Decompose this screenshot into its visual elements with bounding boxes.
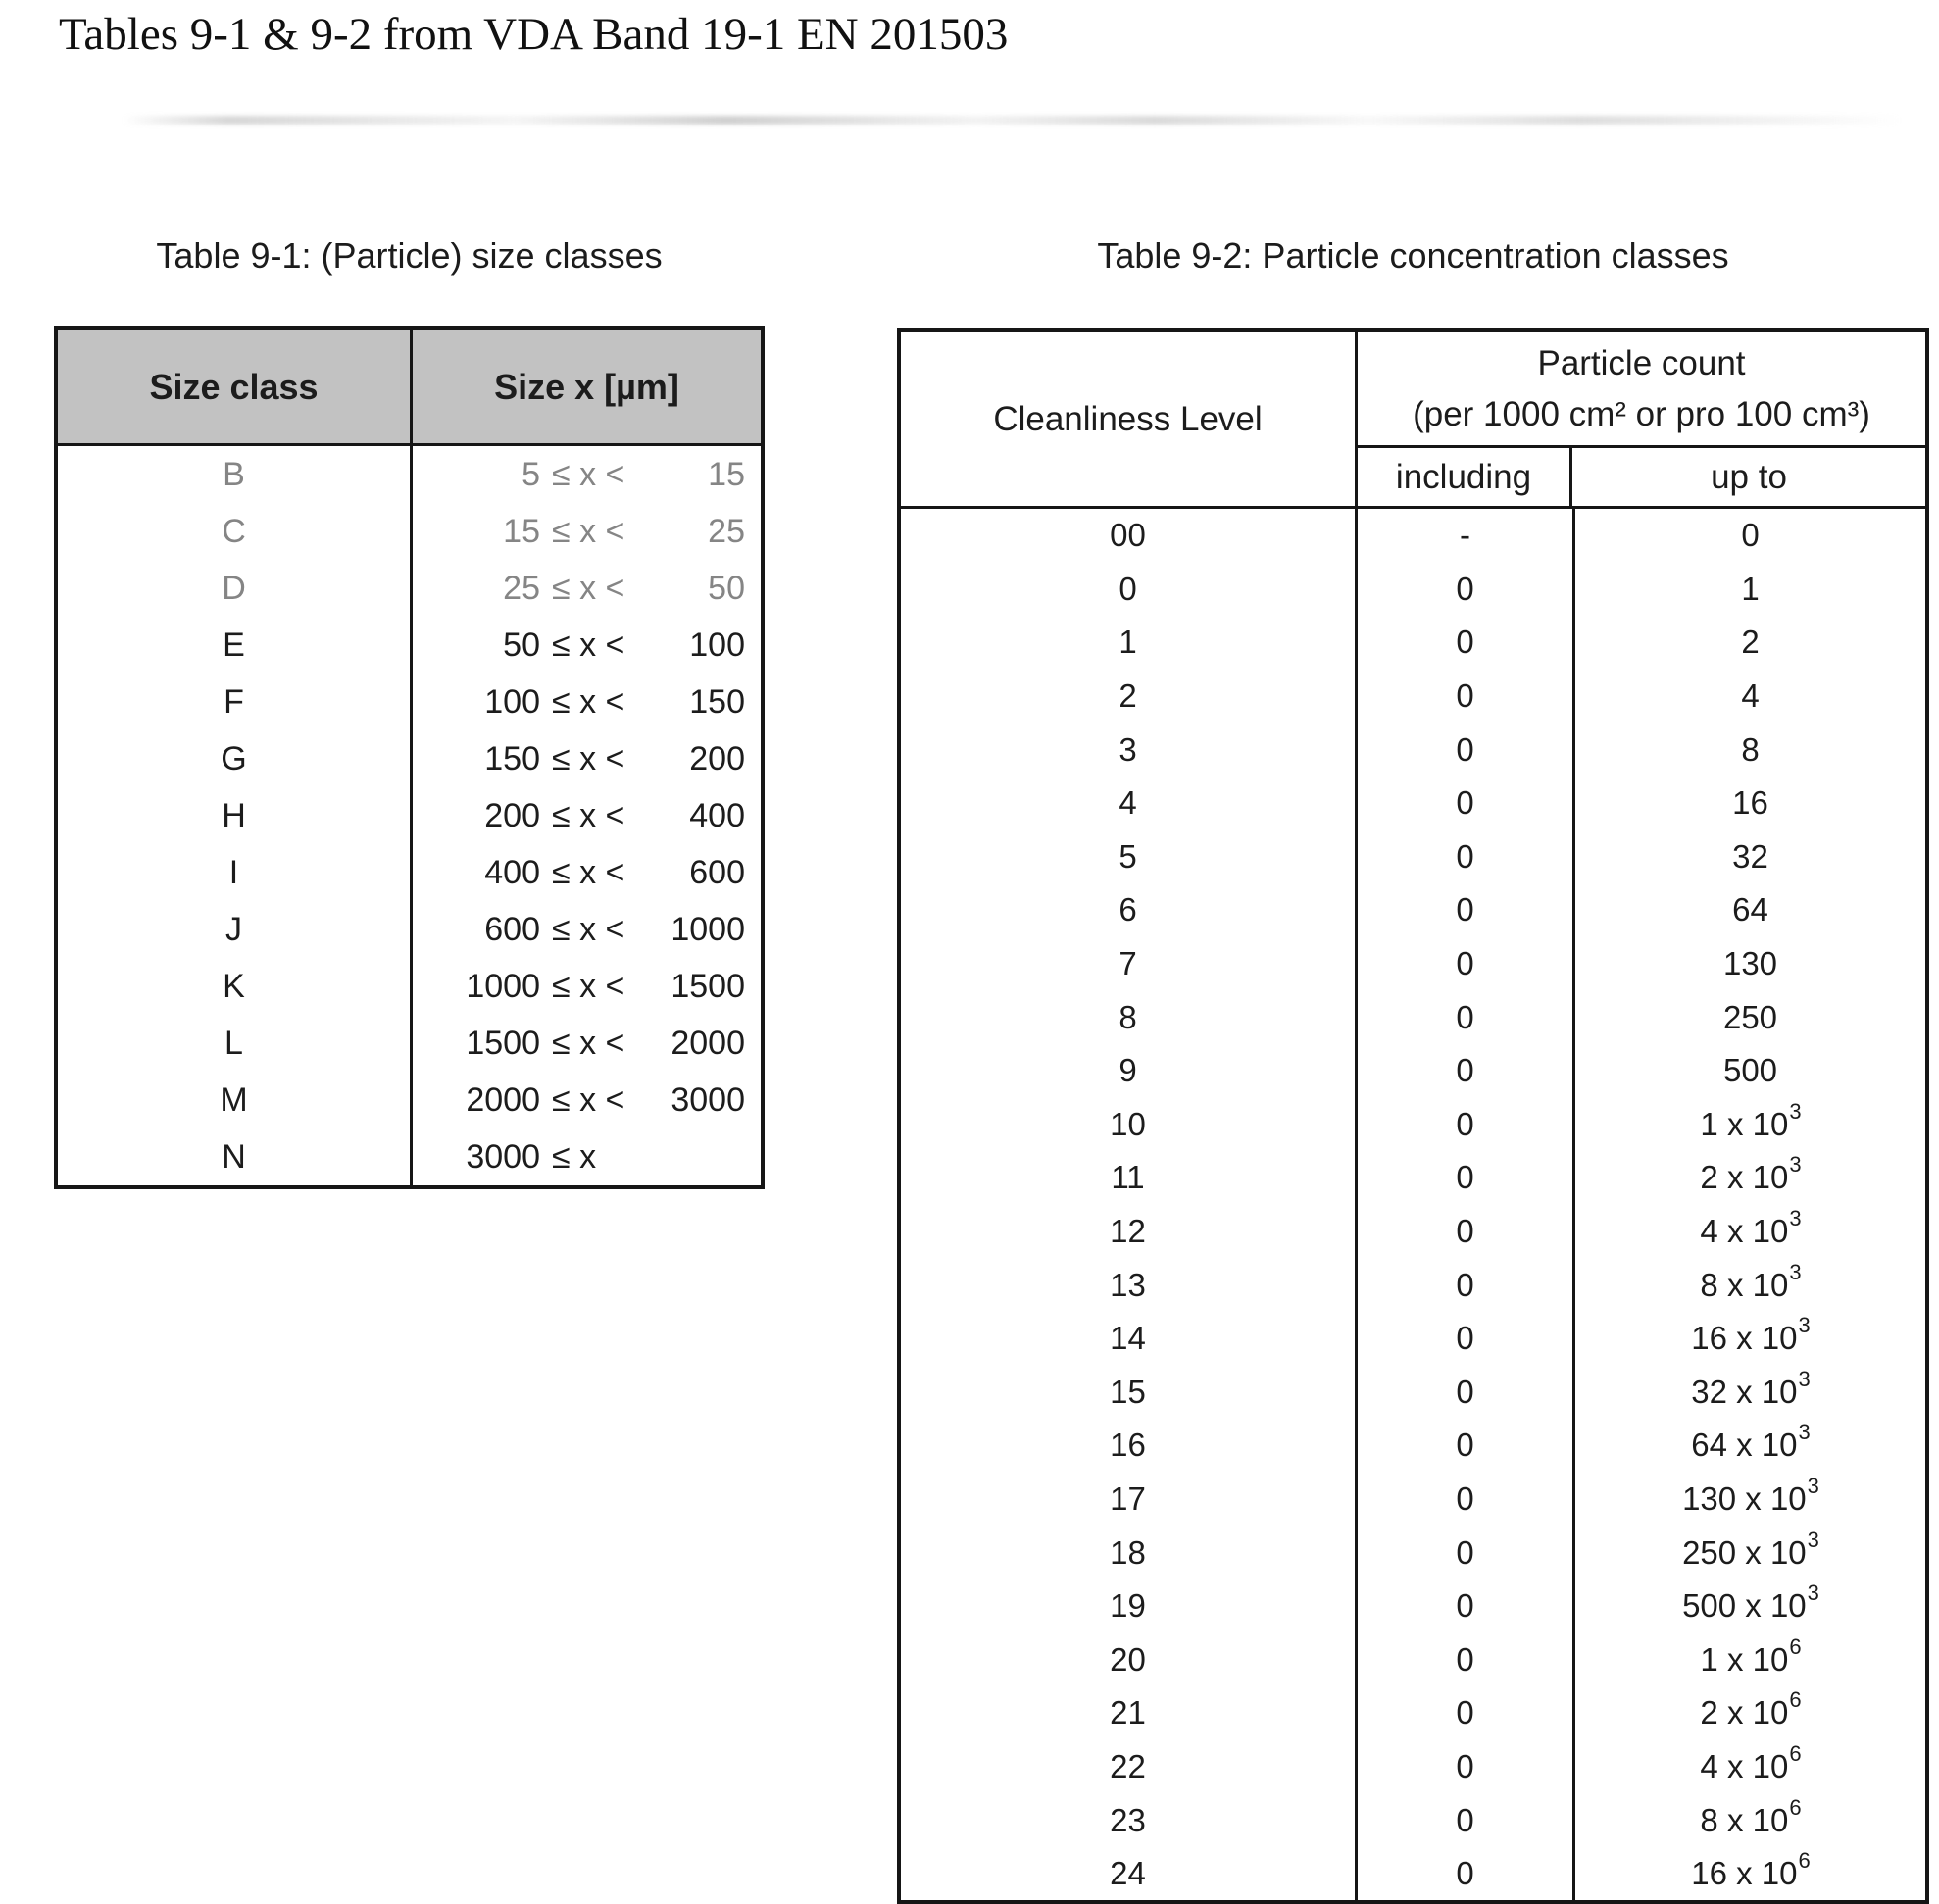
range-operator: ≤ x < xyxy=(552,853,625,891)
table-row xyxy=(901,1205,1925,1259)
cleanliness-level-cell: 17 xyxy=(901,1473,1358,1527)
size-range-cell xyxy=(413,617,761,674)
including-cell: 0 xyxy=(1358,1098,1575,1152)
including-cell: 0 xyxy=(1358,1419,1575,1473)
table-row xyxy=(901,1151,1925,1205)
including-cell: 0 xyxy=(1358,1686,1575,1740)
range-upper-bound: 150 xyxy=(689,682,745,721)
range-operator: ≤ x < xyxy=(552,455,625,493)
size-range-cell xyxy=(413,730,761,787)
table2-body xyxy=(901,509,1925,1900)
table-row xyxy=(58,503,761,560)
range-upper-bound: 1000 xyxy=(671,910,745,948)
up-to-cell: 500 xyxy=(1722,1052,1778,1089)
table-row xyxy=(901,1793,1925,1847)
range-lower-bound: 25 xyxy=(503,569,540,607)
table-row xyxy=(58,844,761,901)
table-row xyxy=(901,1526,1925,1579)
size-class-cell: E xyxy=(58,617,413,674)
table2-header xyxy=(901,332,1925,509)
including-cell: 0 xyxy=(1358,616,1575,670)
scan-artifact-line xyxy=(123,116,1902,125)
table-row xyxy=(58,674,761,730)
table-row xyxy=(901,1632,1925,1686)
cleanliness-level-cell: 3 xyxy=(901,723,1358,777)
cleanliness-level-cell: 19 xyxy=(901,1579,1358,1633)
cleanliness-level-cell: 11 xyxy=(901,1151,1358,1205)
table-row xyxy=(901,509,1925,563)
table-row xyxy=(901,777,1925,830)
cleanliness-level-header: Cleanliness Level xyxy=(901,332,1358,506)
range-operator: ≤ x < xyxy=(552,1024,625,1062)
size-range-cell xyxy=(413,503,761,560)
up-to-cell: 4 x 10 $^6$ xyxy=(1700,1740,1802,1784)
cleanliness-level-cell: 16 xyxy=(901,1419,1358,1473)
size-class-cell: G xyxy=(58,730,413,787)
size-range-cell xyxy=(413,446,761,503)
table1-header-row xyxy=(58,330,761,446)
table-row xyxy=(58,446,761,503)
range-lower-bound: 600 xyxy=(484,910,540,948)
size-range-cell xyxy=(413,560,761,617)
range-lower-bound: 1500 xyxy=(466,1024,540,1062)
including-cell: 0 xyxy=(1358,1632,1575,1686)
range-operator: ≤ x < xyxy=(552,910,625,948)
size-range-cell xyxy=(413,787,761,844)
size-class-cell: H xyxy=(58,787,413,844)
range-operator: ≤ x < xyxy=(552,796,625,834)
up-to-cell: 4 xyxy=(1741,677,1760,715)
cleanliness-level-cell: 2 xyxy=(901,670,1358,724)
cleanliness-level-cell: 1 xyxy=(901,616,1358,670)
size-class-cell: L xyxy=(58,1015,413,1072)
table2-title: Table 9-2: Particle concentration classes xyxy=(1097,235,1729,276)
table-row xyxy=(901,1258,1925,1312)
including-cell: 0 xyxy=(1358,937,1575,991)
table1-body xyxy=(58,446,761,1185)
cleanliness-level-cell: 12 xyxy=(901,1205,1358,1259)
cleanliness-level-cell: 5 xyxy=(901,830,1358,884)
including-cell: - xyxy=(1358,509,1575,563)
range-lower-bound: 400 xyxy=(484,853,540,891)
range-operator: ≤ x xyxy=(552,1137,597,1176)
range-upper-bound: 3000 xyxy=(671,1080,745,1119)
up-to-cell: 130 xyxy=(1722,945,1778,982)
table-row xyxy=(901,1098,1925,1152)
size-range-cell xyxy=(413,674,761,730)
table1-title: Table 9-1: (Particle) size classes xyxy=(156,235,663,276)
up-to-cell: 250 x 10 $^3$ xyxy=(1682,1527,1819,1571)
document-title: Tables 9-1 & 9-2 from VDA Band 19-1 EN 201503 xyxy=(59,9,1009,60)
including-cell: 0 xyxy=(1358,1366,1575,1420)
table-row xyxy=(901,1312,1925,1366)
table-row xyxy=(58,617,761,674)
table-row xyxy=(901,830,1925,884)
table-row xyxy=(901,937,1925,991)
up-to-cell: 2 xyxy=(1741,624,1760,661)
particle-count-header-group xyxy=(1358,332,1925,506)
range-upper-bound: 1500 xyxy=(671,967,745,1005)
table-row xyxy=(901,1740,1925,1794)
including-cell: 0 xyxy=(1358,1579,1575,1633)
including-cell: 0 xyxy=(1358,777,1575,830)
range-operator: ≤ x < xyxy=(552,967,625,1005)
range-upper-bound: 2000 xyxy=(671,1024,745,1062)
cleanliness-level-cell: 24 xyxy=(901,1847,1358,1901)
cleanliness-level-cell: 13 xyxy=(901,1258,1358,1312)
up-to-cell: 64 x 10 $^3$ xyxy=(1691,1420,1811,1464)
table-row xyxy=(901,883,1925,937)
including-cell: 0 xyxy=(1358,1258,1575,1312)
table-row xyxy=(58,1015,761,1072)
up-to-cell: 4 x 10 $^3$ xyxy=(1700,1206,1802,1250)
range-operator: ≤ x < xyxy=(552,512,625,550)
up-to-cell: 500 x 10 $^3$ xyxy=(1682,1580,1819,1625)
particle-count-subtitle: (per 1000 cm² or pro 100 cm³) xyxy=(1413,394,1870,433)
table-row xyxy=(58,958,761,1015)
range-upper-bound: 15 xyxy=(708,455,745,493)
up-to-cell: 64 xyxy=(1732,891,1768,928)
particle-count-header xyxy=(1358,332,1925,448)
concentration-classes-table xyxy=(897,328,1929,1904)
up-to-cell: 16 x 10 $^3$ xyxy=(1691,1313,1811,1357)
cleanliness-level-cell: 14 xyxy=(901,1312,1358,1366)
up-to-cell: 1 x 10 $^6$ xyxy=(1700,1633,1802,1678)
including-cell: 0 xyxy=(1358,883,1575,937)
table-row xyxy=(901,723,1925,777)
cleanliness-level-cell: 15 xyxy=(901,1366,1358,1420)
size-class-cell: K xyxy=(58,958,413,1015)
particle-count-title: Particle count xyxy=(1537,343,1746,382)
including-cell: 0 xyxy=(1358,1847,1575,1901)
cleanliness-level-cell: 8 xyxy=(901,990,1358,1044)
including-cell: 0 xyxy=(1358,1473,1575,1527)
range-lower-bound: 100 xyxy=(484,682,540,721)
up-to-cell: 32 xyxy=(1732,837,1768,875)
up-to-cell: 8 x 10 $^6$ xyxy=(1700,1794,1802,1838)
size-class-cell: J xyxy=(58,901,413,958)
table-row xyxy=(901,1419,1925,1473)
table-row xyxy=(901,670,1925,724)
cleanliness-level-cell: 10 xyxy=(901,1098,1358,1152)
range-upper-bound: 400 xyxy=(689,796,745,834)
range-lower-bound: 5 xyxy=(522,455,540,493)
size-range-cell xyxy=(413,1015,761,1072)
size-class-header: Size class xyxy=(58,330,413,443)
table-row xyxy=(901,563,1925,617)
including-cell: 0 xyxy=(1358,1312,1575,1366)
table-row xyxy=(901,1473,1925,1527)
range-lower-bound: 3000 xyxy=(466,1137,540,1176)
range-lower-bound: 150 xyxy=(484,739,540,777)
size-class-cell: B xyxy=(58,446,413,503)
size-class-cell: M xyxy=(58,1072,413,1128)
up-to-cell: 16 xyxy=(1732,784,1768,822)
including-cell: 0 xyxy=(1358,1205,1575,1259)
up-to-cell: 2 x 10 $^3$ xyxy=(1700,1152,1802,1196)
cleanliness-level-cell: 21 xyxy=(901,1686,1358,1740)
range-operator: ≤ x < xyxy=(552,682,625,721)
size-class-cell: C xyxy=(58,503,413,560)
up-to-cell: 8 x 10 $^3$ xyxy=(1700,1259,1802,1303)
cleanliness-level-cell: 0 xyxy=(901,563,1358,617)
including-cell: 0 xyxy=(1358,1151,1575,1205)
including-cell: 0 xyxy=(1358,1740,1575,1794)
including-cell: 0 xyxy=(1358,563,1575,617)
up-to-cell: 8 xyxy=(1741,730,1760,768)
table-row xyxy=(901,1686,1925,1740)
up-to-cell: 250 xyxy=(1722,998,1778,1035)
range-upper-bound: 100 xyxy=(689,626,745,664)
range-lower-bound: 2000 xyxy=(466,1080,540,1119)
table-row xyxy=(58,1128,761,1185)
including-cell: 0 xyxy=(1358,670,1575,724)
range-operator: ≤ x < xyxy=(552,739,625,777)
table-row xyxy=(901,1847,1925,1901)
including-cell: 0 xyxy=(1358,990,1575,1044)
cleanliness-level-cell: 18 xyxy=(901,1526,1358,1579)
table-row xyxy=(58,1072,761,1128)
including-cell: 0 xyxy=(1358,1793,1575,1847)
table-row xyxy=(901,1579,1925,1633)
range-lower-bound: 15 xyxy=(503,512,540,550)
table-row xyxy=(58,560,761,617)
range-upper-bound: 50 xyxy=(708,569,745,607)
up-to-cell: 1 x 10 $^3$ xyxy=(1700,1098,1802,1142)
size-class-cell: I xyxy=(58,844,413,901)
including-cell: 0 xyxy=(1358,1044,1575,1098)
size-classes-table xyxy=(54,326,765,1189)
size-class-cell: F xyxy=(58,674,413,730)
range-lower-bound: 200 xyxy=(484,796,540,834)
range-operator: ≤ x < xyxy=(552,569,625,607)
size-range-cell xyxy=(413,958,761,1015)
size-class-cell: N xyxy=(58,1128,413,1185)
range-operator: ≤ x < xyxy=(552,626,625,664)
range-lower-bound: 1000 xyxy=(466,967,540,1005)
table-row xyxy=(901,990,1925,1044)
including-cell: 0 xyxy=(1358,723,1575,777)
including-header: including xyxy=(1358,448,1572,506)
up-to-cell: 0 xyxy=(1741,517,1760,554)
cleanliness-level-cell: 6 xyxy=(901,883,1358,937)
table2-subheader-row xyxy=(1358,448,1925,506)
cleanliness-level-cell: 20 xyxy=(901,1632,1358,1686)
range-upper-bound: 25 xyxy=(708,512,745,550)
range-operator: ≤ x < xyxy=(552,1080,625,1119)
size-range-cell xyxy=(413,844,761,901)
size-range-cell xyxy=(413,1072,761,1128)
cleanliness-level-cell: 7 xyxy=(901,937,1358,991)
table-row xyxy=(901,1366,1925,1420)
table-row xyxy=(58,730,761,787)
up-to-cell: 16 x 10 $^6$ xyxy=(1691,1848,1811,1892)
table-row xyxy=(58,787,761,844)
up-to-cell: 32 x 10 $^3$ xyxy=(1691,1366,1811,1410)
up-to-cell: 1 xyxy=(1741,570,1760,607)
table-row xyxy=(901,1044,1925,1098)
table-row xyxy=(901,616,1925,670)
cleanliness-level-cell: 00 xyxy=(901,509,1358,563)
including-cell: 0 xyxy=(1358,1526,1575,1579)
cleanliness-level-cell: 9 xyxy=(901,1044,1358,1098)
range-lower-bound: 50 xyxy=(503,626,540,664)
cleanliness-level-cell: 4 xyxy=(901,777,1358,830)
size-range-cell xyxy=(413,1128,761,1185)
up-to-cell: 2 x 10 $^6$ xyxy=(1700,1687,1802,1731)
table-row xyxy=(58,901,761,958)
range-upper-bound: 600 xyxy=(689,853,745,891)
up-to-header: up to xyxy=(1711,457,1787,496)
size-x-header: Size x [µm] xyxy=(494,366,679,407)
size-range-cell xyxy=(413,901,761,958)
cleanliness-level-cell: 23 xyxy=(901,1793,1358,1847)
size-class-cell: D xyxy=(58,560,413,617)
cleanliness-level-cell: 22 xyxy=(901,1740,1358,1794)
up-to-cell: 130 x 10 $^3$ xyxy=(1682,1473,1819,1517)
including-cell: 0 xyxy=(1358,830,1575,884)
range-upper-bound: 200 xyxy=(689,739,745,777)
